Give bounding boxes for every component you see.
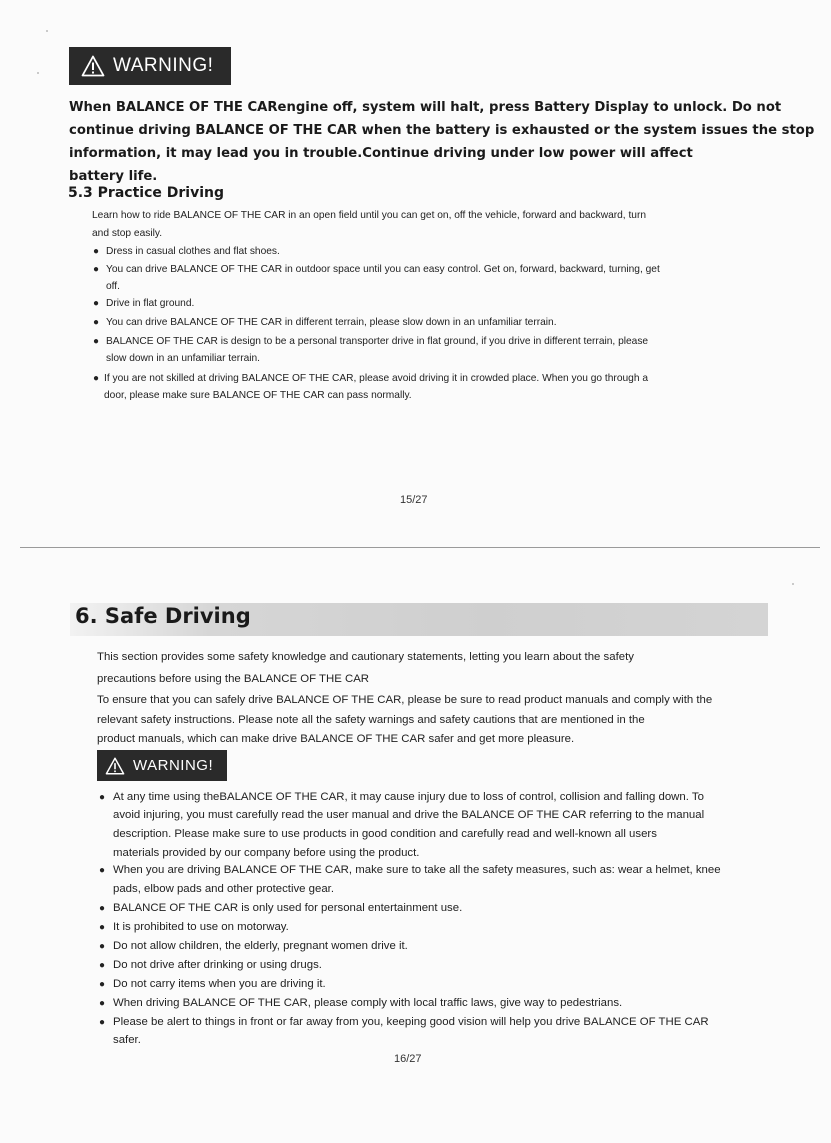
bullet-icon: ●	[99, 1017, 106, 1028]
warning-label: WARNING!	[113, 55, 214, 76]
bullet-text: It is prohibited to use on motorway.	[113, 921, 289, 933]
section-title: 6. Safe Driving	[75, 604, 251, 628]
bullet-icon: ●	[93, 246, 100, 257]
bullet-text: door, please make sure BALANCE OF THE CAR can pass normally.	[104, 390, 412, 401]
bullet-icon: ●	[99, 998, 106, 1009]
bullet-text: Do not allow children, the elderly, pregnant women drive it.	[113, 940, 408, 952]
bullet-text: Drive in flat ground.	[106, 298, 195, 309]
bullet-text: When driving BALANCE OF THE CAR, please comply with local traffic laws, give way to pedestrians.	[113, 997, 623, 1009]
bullet-text: BALANCE OF THE CAR is only used for personal entertainment use.	[113, 902, 463, 914]
warning-triangle-icon	[81, 55, 105, 77]
warning-line: battery life.	[69, 169, 158, 184]
intro-line: precautions before using the BALANCE OF THE CAR	[97, 673, 370, 685]
bullet-icon: ●	[99, 792, 106, 803]
warning-badge	[97, 750, 227, 781]
warning-badge	[69, 47, 231, 85]
bullet-icon: ●	[99, 941, 106, 952]
page-divider	[20, 547, 820, 548]
bullet-icon: ●	[99, 903, 106, 914]
bullet-text: Do not carry items when you are driving it.	[113, 978, 326, 990]
bullet-text: slow down in an unfamiliar terrain.	[106, 353, 261, 364]
page-number: 15/27	[400, 494, 428, 506]
bullet-text: BALANCE OF THE CAR is design to be a personal transporter drive in flat ground, if you drive in different terrain, please	[106, 336, 649, 347]
bullet-icon: ●	[93, 264, 100, 275]
page-number: 16/27	[394, 1053, 422, 1065]
bullet-text: description. Please make sure to use products in good condition and carefully read and well-known all users	[113, 828, 657, 840]
intro-line: To ensure that you can safely drive BALANCE OF THE CAR, please be sure to read product manuals and comply with the	[97, 694, 713, 706]
intro-line: This section provides some safety knowledge and cautionary statements, letting you learn about the safety	[97, 651, 634, 663]
bullet-text: You can drive BALANCE OF THE CAR in different terrain, please slow down in an unfamiliar terrain.	[106, 317, 557, 328]
bullet-icon: ●	[93, 298, 100, 309]
bullet-text: avoid injuring, you must carefully read the user manual and drive the BALANCE OF THE CAR referring to the manual	[113, 809, 705, 821]
bullet-icon: ●	[99, 865, 106, 876]
scan-speck	[37, 72, 39, 74]
warning-triangle-icon	[105, 757, 125, 775]
bullet-icon: ●	[99, 960, 106, 971]
bullet-text: You can drive BALANCE OF THE CAR in outdoor space until you can easy control. Get on, forward, backward, turning, get	[106, 264, 660, 275]
bullet-icon: ●	[93, 336, 100, 347]
bullet-text: If you are not skilled at driving BALANCE OF THE CAR, please avoid driving it in crowded place. When you go through a	[104, 373, 648, 384]
bullet-text: Do not drive after drinking or using drugs.	[113, 959, 322, 971]
bullet-text: pads, elbow pads and other protective gear.	[113, 883, 334, 895]
bullet-icon: ●	[99, 922, 106, 933]
bullet-text: safer.	[113, 1034, 141, 1046]
scan-speck	[792, 583, 794, 585]
bullet-text: Please be alert to things in front or far away from you, keeping good vision will help you drive BALANCE OF THE CAR	[113, 1016, 709, 1028]
warning-line: continue driving BALANCE OF THE CAR when the battery is exhausted or the system issues the stop	[69, 123, 815, 138]
warning-label: WARNING!	[133, 757, 214, 774]
bullet-icon: ●	[99, 979, 106, 990]
bullet-icon: ●	[93, 373, 100, 384]
section-heading: 5.3 Practice Driving	[68, 185, 224, 201]
bullet-text: Dress in casual clothes and flat shoes.	[106, 246, 280, 257]
intro-line: and stop easily.	[92, 228, 163, 239]
bullet-text: At any time using theBALANCE OF THE CAR, it may cause injury due to loss of control, collision and falling down. To	[113, 791, 704, 803]
bullet-text: When you are driving BALANCE OF THE CAR, make sure to take all the safety measures, such as: wear a helmet, knee	[113, 864, 721, 876]
scan-speck	[46, 30, 48, 32]
bullet-text: off.	[106, 281, 120, 292]
intro-line: relevant safety instructions. Please note all the safety warnings and safety cautions that are mentioned in the	[97, 714, 645, 726]
intro-line: Learn how to ride BALANCE OF THE CAR in an open field until you can get on, off the vehicle, forward and backward, turn	[92, 210, 647, 221]
bullet-text: materials provided by our company before using the product.	[113, 847, 420, 859]
warning-line: When BALANCE OF THE CARengine off, system will halt, press Battery Display to unlock. Do not	[69, 100, 782, 115]
warning-text	[69, 96, 815, 188]
warning-line: information, it may lead you in trouble.Continue driving under low power will affect	[69, 146, 693, 161]
intro-line: product manuals, which can make drive BALANCE OF THE CAR safer and get more pleasure.	[97, 733, 575, 745]
bullet-icon: ●	[93, 317, 100, 328]
